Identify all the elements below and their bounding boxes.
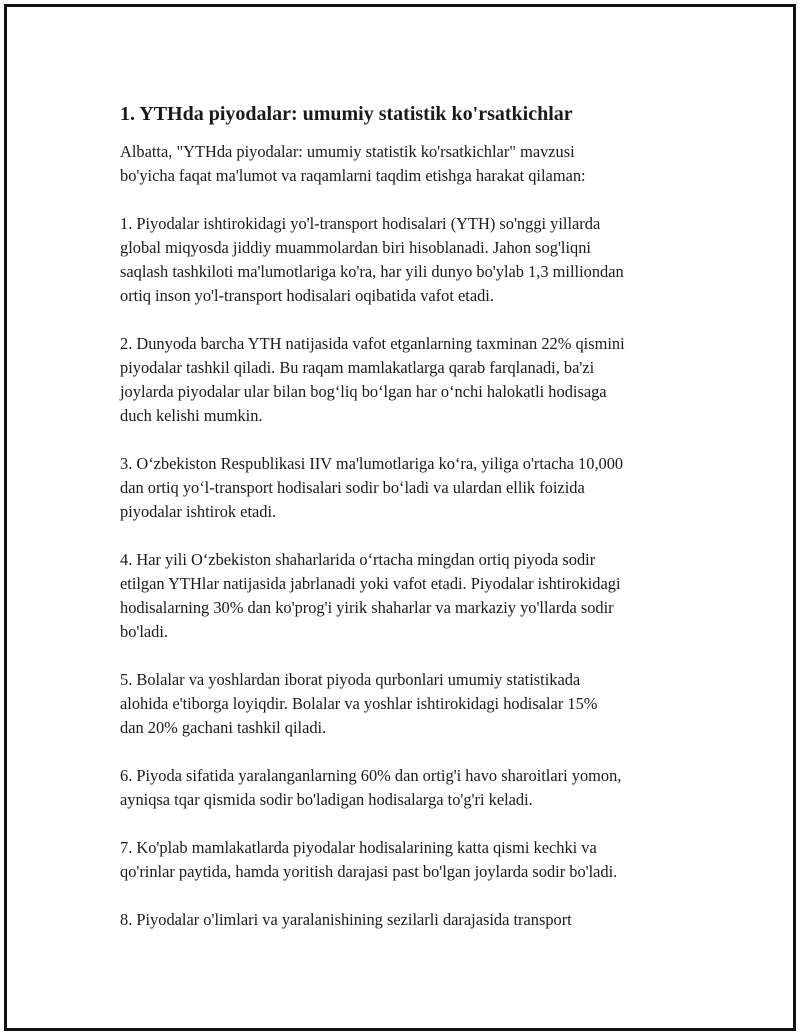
text-line: dan ortiq yo‘l-transport hodisalari sodir bo‘ladi va ulardan ellik foizida xyxy=(120,478,585,497)
text-line: 7. Ko'plab mamlakatlarda piyodalar hodisalarining katta qismi kechki va xyxy=(120,838,597,857)
paragraph-2 xyxy=(120,332,710,428)
paragraph-6 xyxy=(120,764,710,812)
text-line: 5. Bolalar va yoshlardan iborat piyoda qurbonlari umumiy statistikada xyxy=(120,670,581,689)
text-line: piyodalar ishtirok etadi. xyxy=(120,502,277,521)
intro-paragraph xyxy=(120,140,710,188)
text-line: saqlash tashkiloti ma'lumotlariga ko'ra, har yili dunyo bo'ylab 1,3 milliondan xyxy=(120,262,624,281)
text-line: 4. Har yili O‘zbekiston shaharlarida o‘rtacha mingdan ortiq piyoda sodir xyxy=(120,550,596,569)
text-line: ayniqsa tqar qismida sodir bo'ladigan hodisalarga to'g'ri keladi. xyxy=(120,790,533,809)
text-line: 3. O‘zbekiston Respublikasi IIV ma'lumotlariga ko‘ra, yiliga o'rtacha 10,000 xyxy=(120,454,624,473)
text-line: duch kelishi mumkin. xyxy=(120,406,263,425)
text-line: piyodalar tashkil qiladi. Bu raqam mamlakatlarga qarab farqlanadi, ba'zi xyxy=(120,358,595,377)
text-line: global miqyosda jiddiy muammolardan biri hisoblanadi. Jahon sog'liqni xyxy=(120,238,591,257)
text-line: etilgan YTHlar natijasida jabrlanadi yoki vafot etadi. Piyodalar ishtirokidagi xyxy=(120,574,621,593)
paragraph-7 xyxy=(120,836,710,884)
text-line: 6. Piyoda sifatida yaralanganlarning 60% dan ortig'i havo sharoitlari yomon, xyxy=(120,766,622,785)
text-line: dan 20% gachani tashkil qiladi. xyxy=(120,718,327,737)
text-line: qo'rinlar paytida, hamda yoritish darajasi past bo'lgan joylarda sodir bo'ladi. xyxy=(120,862,618,881)
text-line: 2. Dunyoda barcha YTH natijasida vafot etganlarning taxminan 22% qismini xyxy=(120,334,625,353)
paragraph-5 xyxy=(120,668,710,740)
document-body xyxy=(120,102,710,956)
text-line: ortiq inson yo'l-transport hodisalari oqibatida vafot etadi. xyxy=(120,286,494,305)
text-line: 1. Piyodalar ishtirokidagi yo'l-transport hodisalari (YTH) so'nggi yillarda xyxy=(120,214,601,233)
text-line: 8. Piyodalar o'limlari va yaralanishining sezilarli darajasida transport xyxy=(120,910,572,929)
text-line: bo'yicha faqat ma'lumot va raqamlarni taqdim etishga harakat qilaman: xyxy=(120,166,586,185)
text-line: hodisalarning 30% dan ko'prog'i yirik shaharlar va markaziy yo'llarda sodir xyxy=(120,598,614,617)
page-frame xyxy=(4,4,796,1031)
text-line: Albatta, "YTHda piyodalar: umumiy statistik ko'rsatkichlar" mavzusi xyxy=(120,142,575,161)
paragraph-8 xyxy=(120,908,710,932)
text-line: bo'ladi. xyxy=(120,622,169,641)
document-title: 1. YTHda piyodalar: umumiy statistik ko'rsatkichlar xyxy=(120,103,573,125)
paragraph-4 xyxy=(120,548,710,644)
paragraph-3 xyxy=(120,452,710,524)
text-line: alohida e'tiborga loyiqdir. Bolalar va yoshlar ishtirokidagi hodisalar 15% xyxy=(120,694,598,713)
text-line: joylarda piyodalar ular bilan bog‘liq bo‘lgan har o‘nchi halokatli hodisaga xyxy=(120,382,607,401)
paragraph-1 xyxy=(120,212,710,308)
